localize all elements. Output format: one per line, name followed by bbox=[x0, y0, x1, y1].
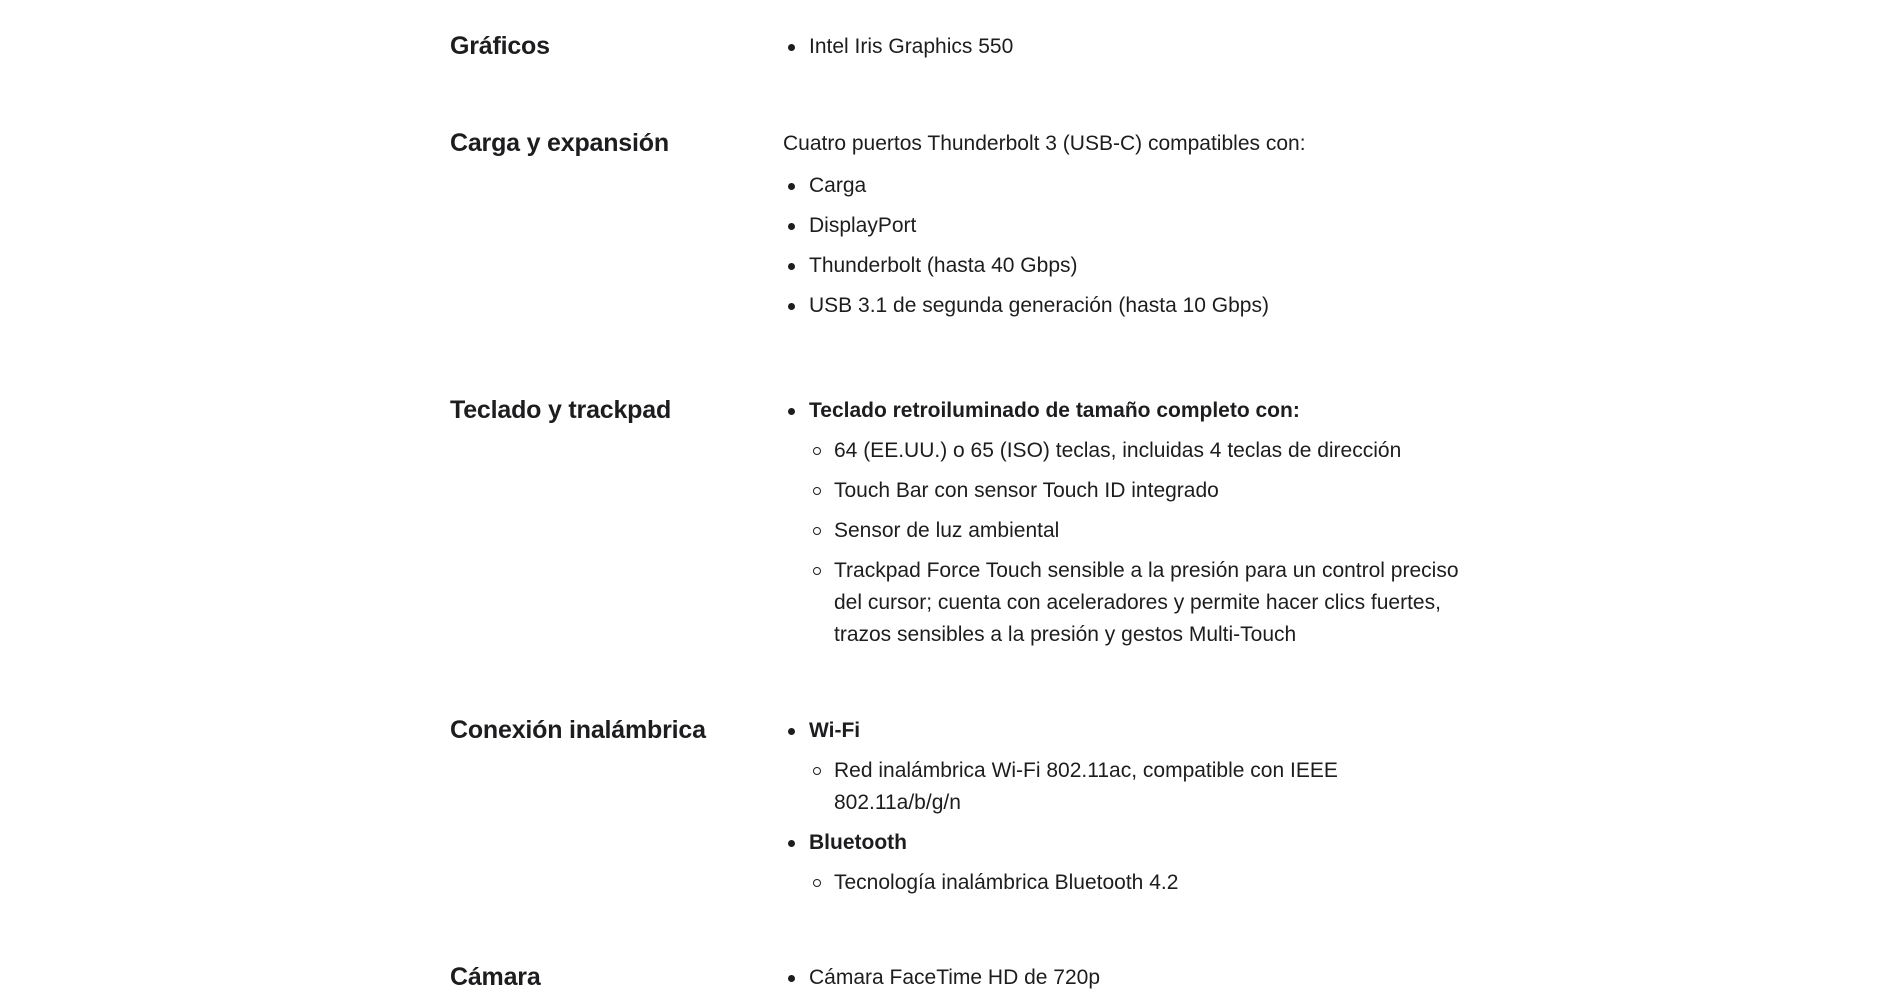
spec-sublist-item: Red inalámbrica Wi-Fi 802.11ac, compatible con IEEE 802.11a/b/g/n bbox=[809, 755, 1394, 819]
spec-sublist bbox=[809, 435, 1483, 651]
spec-list-item: Carga bbox=[783, 170, 1483, 202]
spec-list bbox=[783, 395, 1483, 651]
spec-list bbox=[783, 31, 1483, 63]
spec-list-item: Cámara FaceTime HD de 720p bbox=[783, 962, 1483, 994]
spec-body bbox=[783, 962, 1483, 1002]
spec-heading: Cámara bbox=[450, 963, 541, 991]
spec-list-item-title: Wi-Fi bbox=[809, 719, 861, 742]
spec-heading: Teclado y trackpad bbox=[450, 396, 672, 424]
spec-body bbox=[783, 128, 1483, 330]
spec-list-item: USB 3.1 de segunda generación (hasta 10 Gbps) bbox=[783, 290, 1483, 322]
spec-list-item-title: Teclado retroiluminado de tamaño completo con: bbox=[809, 399, 1300, 422]
spec-intro-text: Cuatro puertos Thunderbolt 3 (USB-C) compatibles con: bbox=[783, 132, 1306, 155]
spec-list-item: DisplayPort bbox=[783, 210, 1483, 242]
spec-sublist-item: Tecnología inalámbrica Bluetooth 4.2 bbox=[809, 867, 1474, 899]
spec-list-item bbox=[783, 395, 1483, 651]
spec-sublist-item: 64 (EE.UU.) o 65 (ISO) teclas, incluidas 4 teclas de dirección bbox=[809, 435, 1474, 467]
spec-sublist-item: Sensor de luz ambiental bbox=[809, 515, 1474, 547]
spec-sublist-item: Trackpad Force Touch sensible a la presión para un control preciso del cursor; cuenta con aceleradores y permite hacer clics fuertes, trazos sensibles a la presión y gestos Multi-Touch bbox=[809, 555, 1474, 651]
spec-sublist bbox=[809, 867, 1483, 899]
spec-list-item bbox=[783, 827, 1483, 899]
spec-heading: Gráficos bbox=[450, 32, 550, 60]
spec-list-item: Intel Iris Graphics 550 bbox=[783, 31, 1483, 63]
spec-list bbox=[783, 715, 1483, 899]
spec-list-item-title: Bluetooth bbox=[809, 831, 907, 854]
spec-sublist-item: Touch Bar con sensor Touch ID integrado bbox=[809, 475, 1474, 507]
spec-list bbox=[783, 962, 1483, 994]
spec-heading: Carga y expansión bbox=[450, 129, 669, 157]
spec-body bbox=[783, 395, 1483, 659]
spec-body bbox=[783, 31, 1483, 71]
spec-list-item bbox=[783, 715, 1483, 819]
spec-list-item: Thunderbolt (hasta 40 Gbps) bbox=[783, 250, 1483, 282]
spec-body bbox=[783, 715, 1483, 907]
spec-list bbox=[783, 170, 1483, 322]
spec-heading: Conexión inalámbrica bbox=[450, 716, 706, 744]
spec-sublist bbox=[809, 755, 1483, 819]
